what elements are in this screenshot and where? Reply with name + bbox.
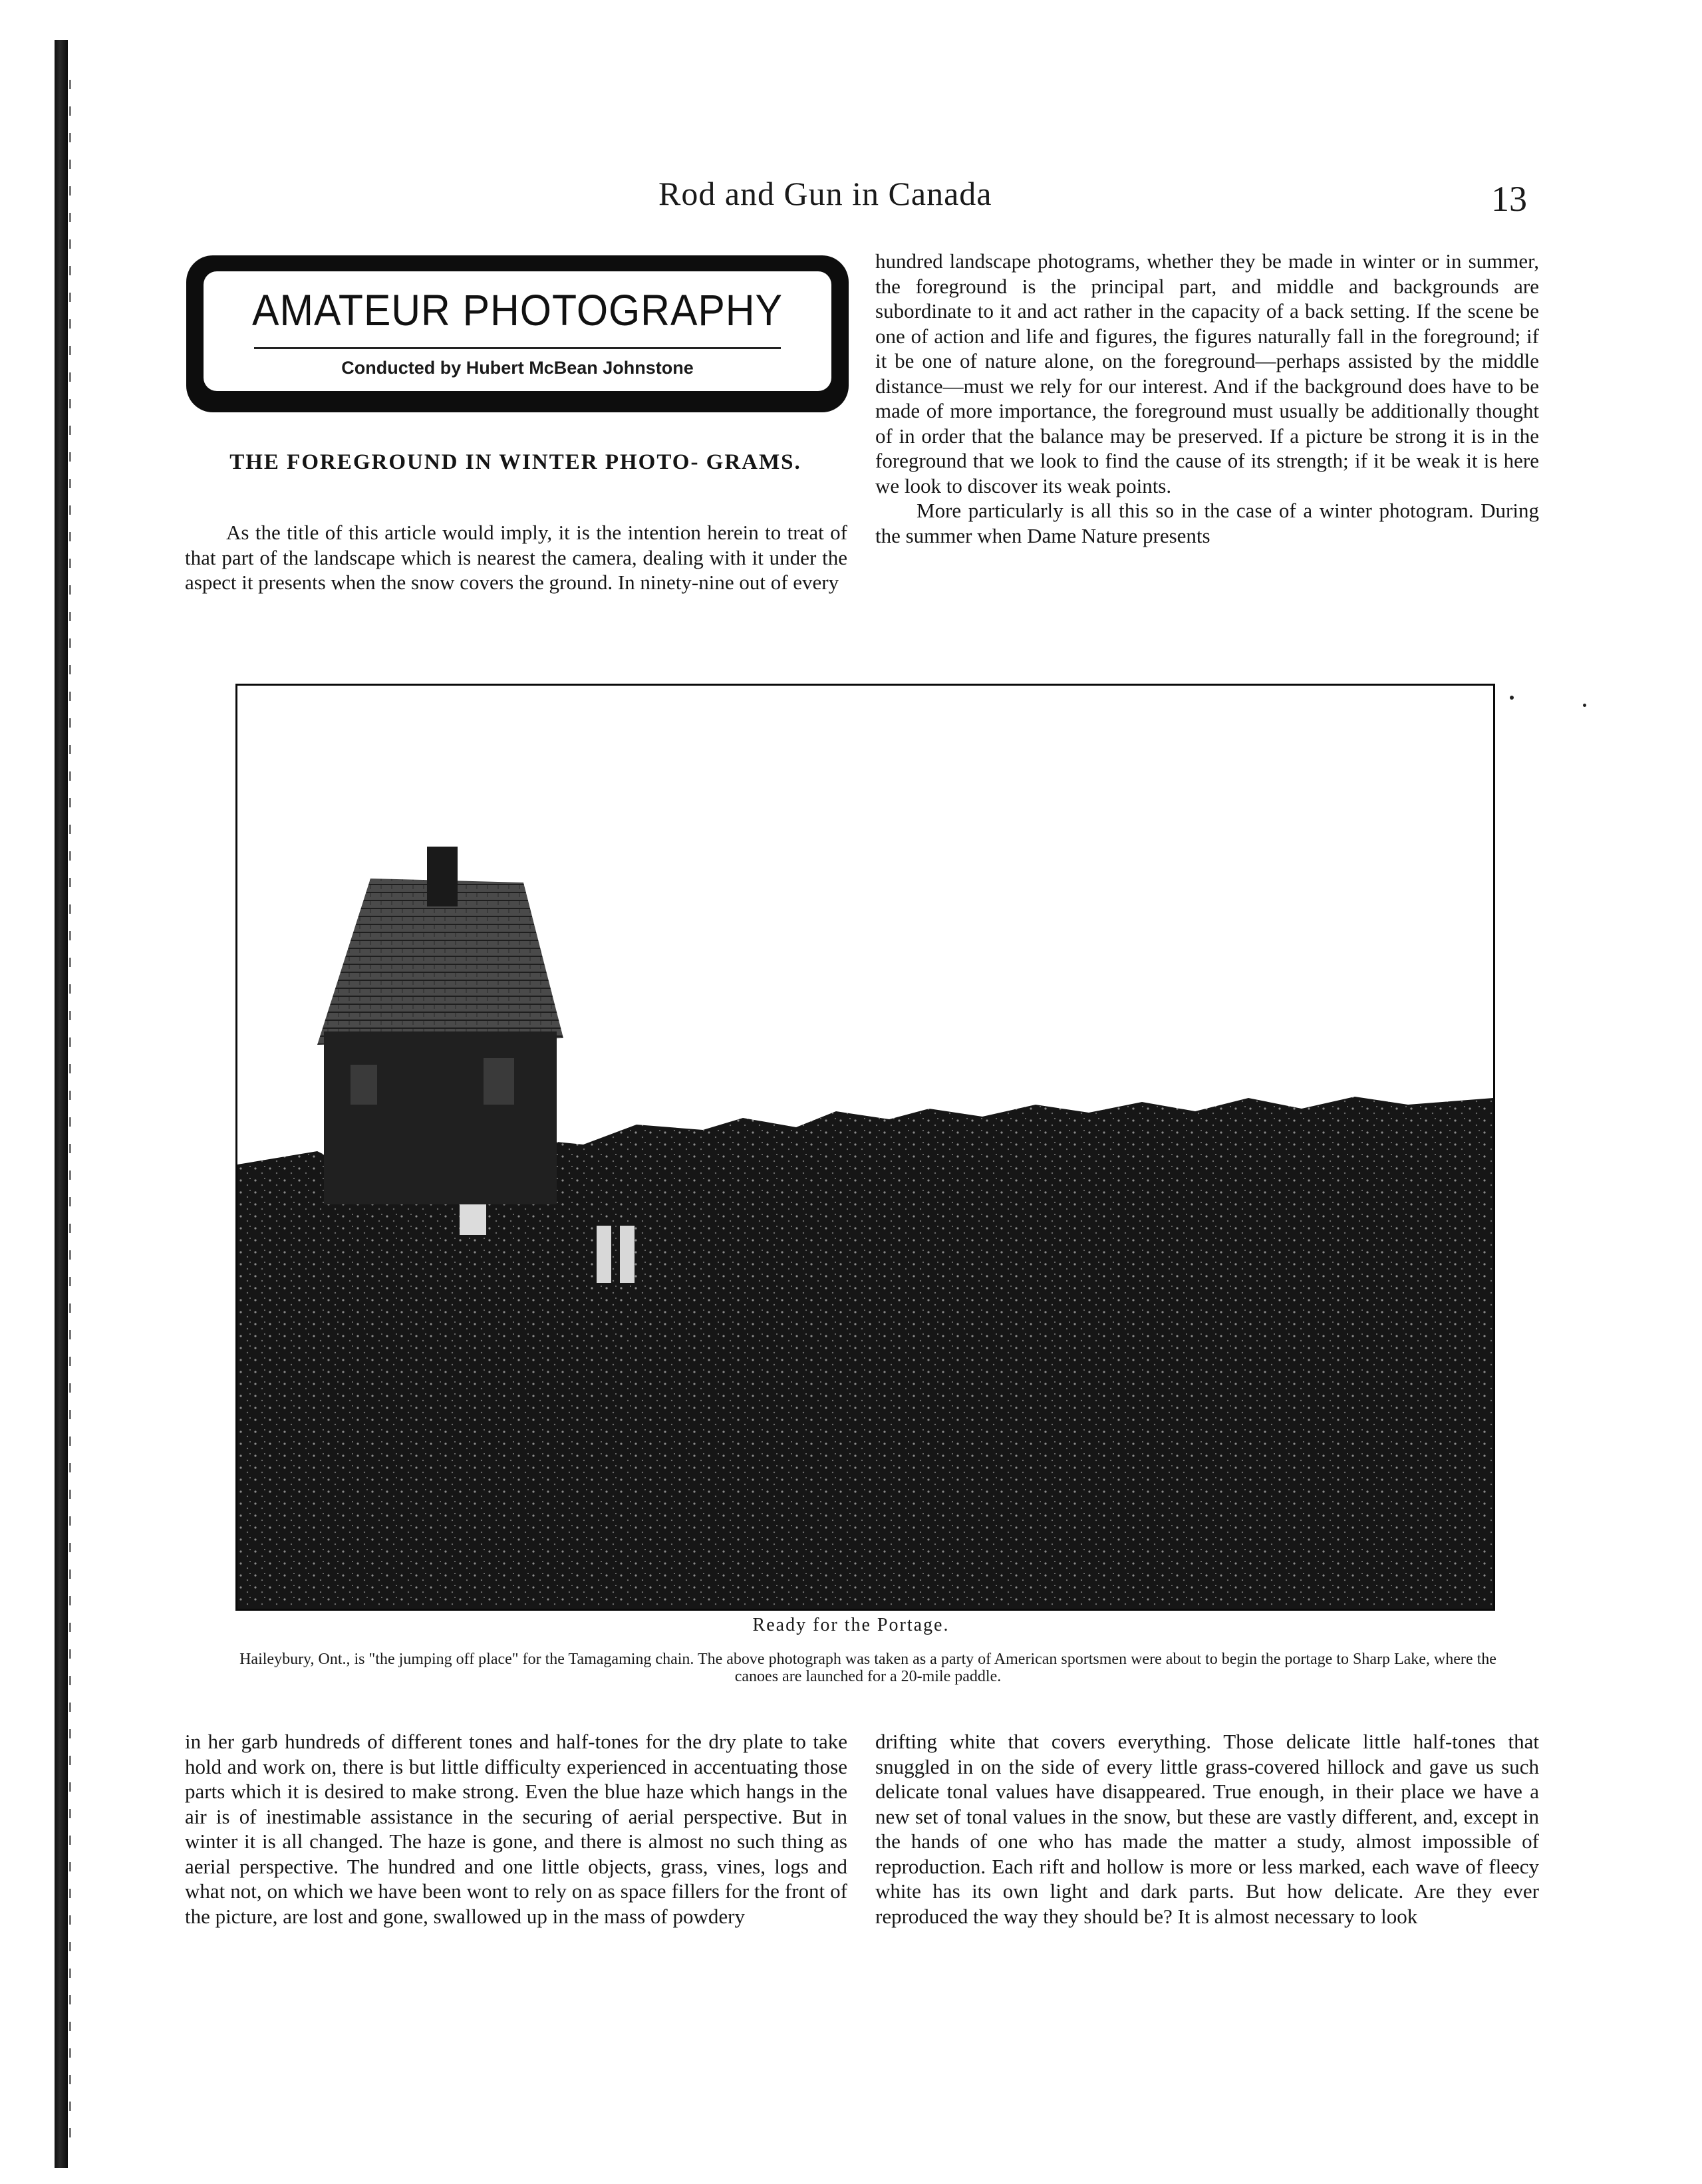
halftone-photograph bbox=[235, 684, 1495, 1611]
figure-caption: Haileybury, Ont., is "the jumping off place" for the Tamagaming chain. The above photograph was taken as a party of American sportsmen were about to begin the portage to Sharp Lake, where the canoes are launched for a 20-mile paddle. bbox=[239, 1651, 1496, 1685]
text-column-4 bbox=[875, 1729, 1539, 1929]
article-headline: THE FOREGROUND IN WINTER PHOTO- GRAMS. bbox=[229, 450, 801, 474]
paragraph: More particularly is all this so in the case of a winter photogram. During the summer when Dame Nature presents bbox=[875, 499, 1539, 547]
print-speck bbox=[1583, 704, 1586, 707]
text-column-1 bbox=[185, 520, 847, 595]
section-banner bbox=[186, 255, 849, 412]
print-speck bbox=[1510, 696, 1514, 700]
paragraph: hundred landscape photograms, whether they be made in winter or in summer, the foreground is the principal part, and middle and backgrounds are subordinate to it and act rather in the capacity of a back setting. If the scene be one of action and life and figures, the figures naturally fall in the foreground; if it be one of nature alone, on the foreground—perhaps assisted by the middle distance—must we rely for our interest. And if the background does have to be made of more importance, the foreground must usually be additionally thought of in order that the balance may be preserved. If a picture be strong it is in the foreground that we look to find the cause of its strength; if it be weak it is here we look to discover its weak points. bbox=[875, 249, 1539, 497]
banner-title: AMATEUR PHOTOGRAPHY bbox=[252, 285, 783, 335]
binding-spine bbox=[55, 40, 68, 2168]
page-edge-shadow bbox=[69, 80, 71, 2155]
text-column-2 bbox=[875, 249, 1539, 548]
page-number: 13 bbox=[1491, 179, 1527, 219]
banner-panel bbox=[204, 271, 831, 391]
running-head-title: Rod and Gun in Canada bbox=[658, 175, 992, 212]
text-column-3 bbox=[185, 1729, 847, 1929]
banner-byline: Conducted by Hubert McBean Johnstone bbox=[341, 358, 694, 378]
figure-title: Ready for the Portage. bbox=[752, 1615, 950, 1635]
photo-scene bbox=[237, 686, 1493, 1609]
paragraph: in her garb hundreds of different tones and half-tones for the dry plate to take hold and work on, there is but little difficulty experienced in accentuating those parts which it is desired to make strong. Even the blue haze which hangs in the air is of inestimable assistance in the securing of aerial perspective. But in winter it is all changed. The haze is gone, and there is almost no such thing as aerial perspective. The hundred and one little objects, grass, vines, logs and what not, on which we have been wont to rely on as space fillers for the front of the picture, are lost and gone, swallowed up in the mass of powdery bbox=[185, 1730, 847, 1928]
paragraph: As the title of this article would imply, it is the intention herein to treat of that part of the landscape which is nearest the camera, dealing with it under the aspect it presents when the snow covers the ground. In ninety-nine out of every bbox=[185, 521, 847, 594]
banner-rule bbox=[254, 347, 781, 349]
paragraph: drifting white that covers everything. Those delicate little half-tones that snuggled in on the side of every little grass-covered hillock and gave us such delicate tonal values have disappeared. True enough, in their place we have a new set of tonal values in the snow, but these are vastly different, and, except in the hands of one who has made the matter a study, almost impossible of reproduction. Each rift and hollow is more or less marked, each wave of fleecy white has its own light and dark parts. But how delicate. Are they ever reproduced the way they should be? It is almost necessary to look bbox=[875, 1730, 1539, 1928]
